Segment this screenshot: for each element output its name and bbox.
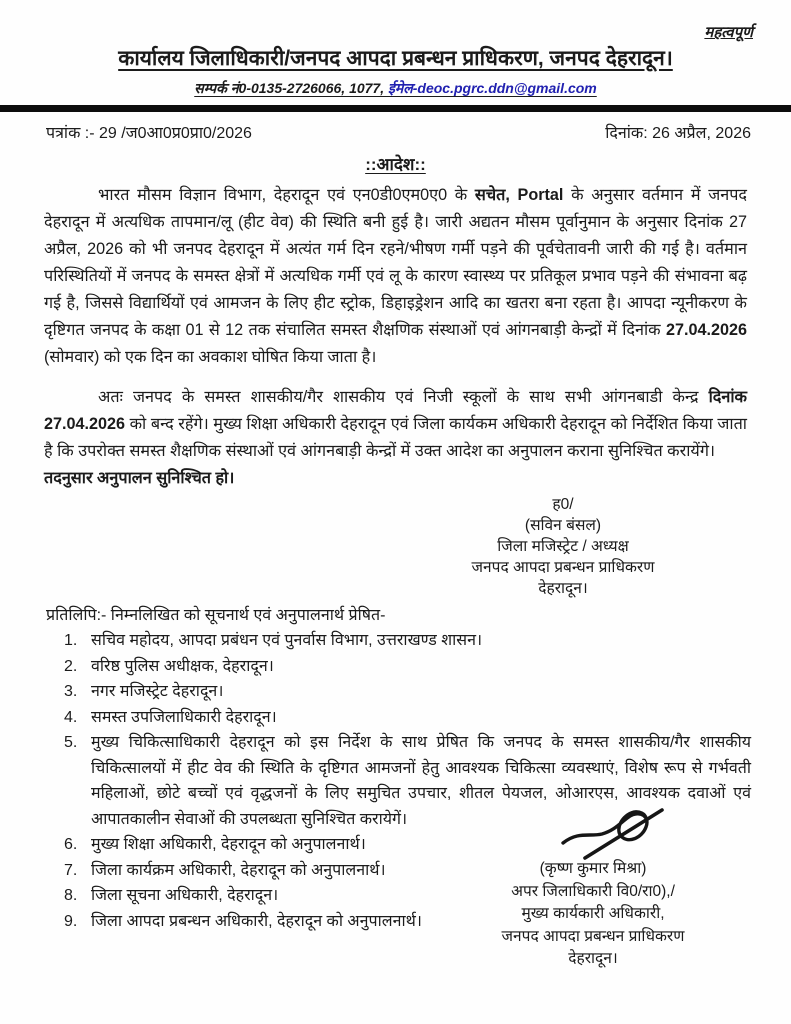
item-number: 8. — [64, 887, 78, 904]
contact-line — [0, 79, 791, 98]
compliance-closing-line: तदनुसार अनुपालन सुनिश्चित हो। — [44, 469, 235, 487]
signatory-designation: जिला मजिस्ट्रेट / अध्यक्ष — [497, 538, 629, 555]
item-text: मुख्य शिक्षा अधिकारी, देहरादून को अनुपालनार्थ। — [91, 836, 366, 853]
handwritten-signature-icon — [558, 793, 676, 863]
signatory-block-adm — [460, 858, 726, 971]
order-paragraph-2 — [44, 384, 747, 465]
bold-holiday-date: 27.04.2026 — [665, 321, 747, 339]
list-item — [46, 705, 751, 731]
item-text: मुख्य चिकित्साधिकारी देहरादून को इस निर्देश के साथ प्रेषित कि जनपद के समस्त शासकीय/गैर शासकीय चिकित्सालयों में हीट वेव की स्थिति के दृष्टिगत आमजनों हेतु आवश्यक चिकित्सा व्यवस्थाएं, विशेष रूप से गर्भवती महिलाओं, छोटे बच्चों एवं वृद्धजनों के लिए समुचित उपचार, शीतल पेयजल, ओआरएस, आवश्यक दवाओं एवं आपातकालीन सेवाओं की उपलब्धता सुनिश्चित करायेगें। — [91, 734, 751, 828]
order-body — [0, 182, 791, 492]
signatory-place: देहरादून। — [538, 580, 588, 597]
order-heading: ::आदेश:: — [365, 155, 426, 174]
office-title: कार्यालय जिलाधिकारी/जनपद आपदा प्रबन्धन प्राधिकरण, जनपद देहरादून। — [118, 47, 673, 70]
item-text: समस्त उपजिलाधिकारी देहरादून। — [91, 708, 277, 726]
item-text: जिला कार्यक्रम अधिकारी, देहरादून को अनुपालनार्थ। — [91, 861, 386, 879]
item-text: जिला सूचना अधिकारी, देहरादून। — [91, 887, 279, 904]
item-number: 9. — [64, 912, 78, 930]
reference-row — [0, 112, 791, 143]
bold-portal-name: सचेत, Portal — [474, 186, 564, 204]
item-number: 1. — [64, 632, 78, 649]
item-number: 4. — [64, 708, 78, 726]
list-item — [46, 679, 751, 705]
list-item — [46, 628, 751, 654]
signed-mark: ह0/ — [552, 496, 574, 513]
signatory-designation: अपर जिलाधिकारी वि0/रा0),/ — [511, 882, 675, 900]
item-number: 3. — [64, 683, 78, 700]
order-paragraph-1 — [44, 182, 747, 371]
paragraph-text: के अनुसार वर्तमान में जनपद देहरादून में अत्यधिक तापमान/लू (हीट वेव) की स्थिति बनी हुई है। जारी अद्यतन मौसम पूर्वानुमान के अनुसार दिनांक 27 अप्रैल, 2026 को भी जनपद देहरादून में अत्यंत गर्म दिन रहने/भीषण गर्मी पड़ने की पूर्वचेतावनी जारी की गई है। वर्तमान परिस्थितियों में जनपद के समस्त क्षेत्रों में अत्यधिक गर्मी एवं लू के कारण स्वास्थ्य पर प्रतिकूल प्रभाव पड़ने की संभावना बढ़ गई है, जिससे विद्यार्थियों एवं आमजन के लिए हीट स्ट्रोक, डिहाइड्रेशन आदि का खतरा बना रहता है। आपदा न्यूनीकरण के दृष्टिगत जनपद के कक्षा 01 से 12 तक संचालित समस्त शैक्षणिक संस्थाओं एवं आंगनबाड़ी केन्द्रों में दिनांक — [44, 186, 747, 339]
important-tag: महत्वपूर्ण — [704, 24, 753, 41]
list-item — [46, 654, 751, 680]
item-number: 5. — [64, 734, 78, 751]
signatory-place: देहरादून। — [568, 950, 618, 967]
signatory-block-dm — [423, 495, 703, 599]
item-number: 2. — [64, 657, 78, 675]
signatory-authority: जनपद आपदा प्रबन्धन प्राधिकरण — [471, 559, 655, 576]
copy-list-heading: प्रतिलिपि:- निम्नलिखित को सूचनार्थ एवं अनुपालनार्थ प्रेषित- — [46, 607, 386, 624]
signatory-designation-2: मुख्य कार्यकारी अधिकारी, — [521, 905, 665, 922]
letter-number: पत्रांक :- 29 /ज0आ0प्र0प्रा0/2026 — [46, 125, 252, 142]
item-text: जिला आपदा प्रबन्धन अधिकारी, देहरादून को अनुपालनार्थ। — [91, 912, 422, 930]
item-text: सचिव महोदय, आपदा प्रबंधन एवं पुनर्वास विभाग, उत्तराखण्ड शासन। — [91, 632, 483, 649]
signatory-authority: जनपद आपदा प्रबन्धन प्राधिकरण — [501, 927, 685, 945]
email-link[interactable]: ईमेल-deoc.pgrc.ddn@gmail.com — [388, 80, 597, 96]
bold-closure-date: दिनांक 27.04.2026 — [44, 388, 747, 433]
letter-date: दिनांक: 26 अप्रैल, 2026 — [605, 125, 751, 142]
paragraph-text: अतः जनपद के समस्त शासकीय/गैर शासकीय एवं निजी स्कूलों के साथ सभी आंगनबाडी केन्द्र — [98, 388, 709, 406]
signatory-name: (कृष्ण कुमार मिश्रा) — [539, 860, 647, 877]
item-text: वरिष्ठ पुलिस अधीक्षक, देहरादून। — [91, 657, 274, 675]
signatory-name: (सविन बंसल) — [524, 517, 602, 534]
header-divider-rule — [0, 105, 791, 112]
paragraph-text: को बन्द रहेंगे। मुख्य शिक्षा अधिकारी देहरादून एवं जिला कार्यकम अधिकारी देहरादून को निर्देशित किया जाता है कि उपरोक्त समस्त शैक्षणिक संस्थाओं एवं आंगनबाड़ी केन्द्रों में उक्त आदेश का अनुपालन कराना सुनिश्चित करायेंगे। — [44, 415, 747, 460]
contact-phone: सम्पर्क नं0-0135-2726066, 1077, — [194, 80, 388, 96]
item-text: नगर मजिस्ट्रेट देहरादून। — [91, 683, 224, 700]
paragraph-text: (सोमवार) को एक दिन का अवकाश घोषित किया जाता है। — [44, 348, 377, 366]
item-number: 7. — [64, 861, 78, 879]
paragraph-text: भारत मौसम विज्ञान विभाग, देहरादून एवं एन0डी0एम0ए0 के — [98, 186, 475, 204]
item-number: 6. — [64, 836, 78, 853]
